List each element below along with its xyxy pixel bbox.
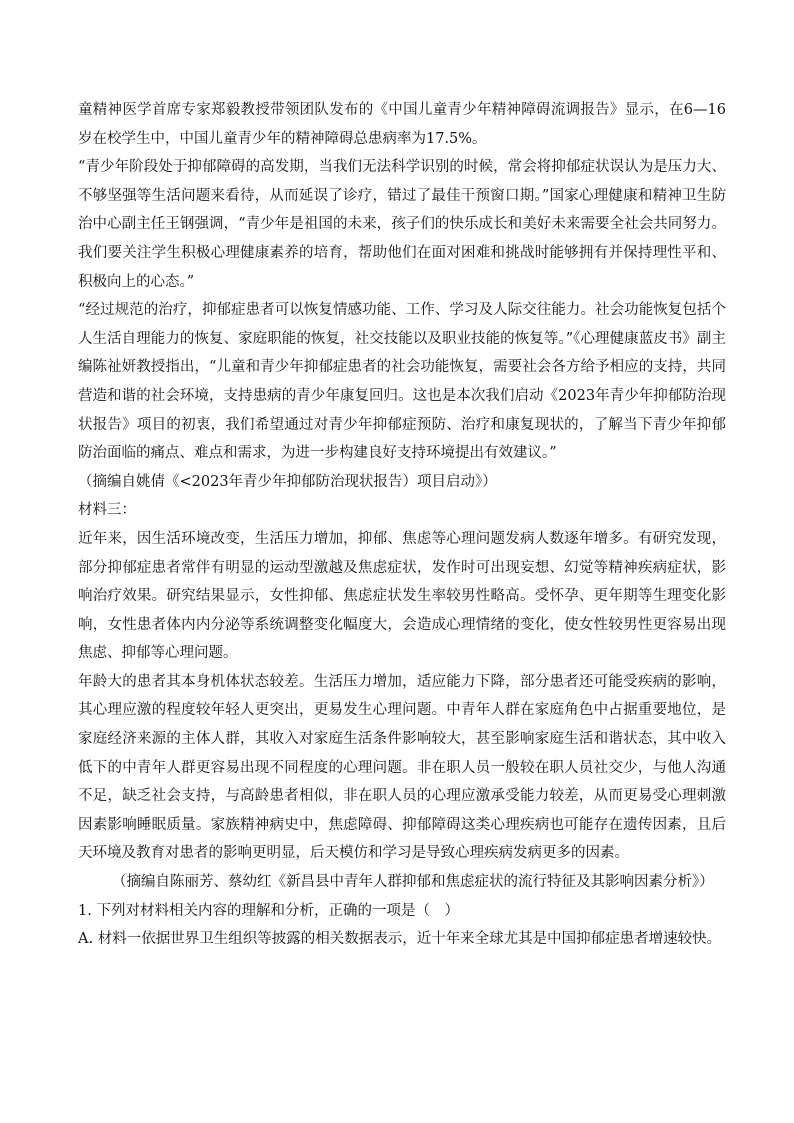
- material3-paragraph-1: 近年来，因生活环境改变，生活压力增加，抑郁、焦虑等心理问题发病人数逐年增多。有研究发现，部分抑郁症患者常伴有明显的运动型激越及焦虑症状，发作时可出现妄想、幻觉等精神疾病症状，影响治疗效果。研究结果显示，女性抑郁、焦虑症状发生率较男性略高。受怀孕、更年期等生理变化影响，女性患者体内内分泌等系统调整变化幅度大，会造成心理情绪的变化，使女性较男性更容易出现焦虑、抑郁等心理问题。: [78, 530, 726, 662]
- material2-paragraph-1: 童精神医学首席专家郑毅教授带领团队发布的《中国儿童青少年精神障碍流调报告》显示，在6—16岁在校学生中，中国儿童青少年的精神障碍总患病率为17.5%。: [78, 102, 726, 147]
- question-option-a: A. 材料一依据世界卫生组织等披露的相关数据表示，近十年来全球尤其是中国抑郁症患者增速较快。: [78, 931, 722, 948]
- material3-source: （摘编自陈丽芳、蔡幼红《新昌县中青年人群抑郁和焦虑症状的流行特征及其影响因素分析》）: [112, 874, 714, 891]
- material2-paragraph-2: “青少年阶段处于抑郁障碍的高发期，当我们无法科学识别的时候，常会将抑郁症状误认为是压力大、不够坚强等生活问题来看待，从而延误了诊疗，错过了最佳干预窗口期。”国家心理健康和精神卫生防治中心副主任王钢强调，“青少年是祖国的未来，孩子们的快乐成长和美好未来需要全社会共同努力。我们要关注学生积极心理健康素养的培育，帮助他们在面对困难和挑战时能够拥有并保持理性平和、积极向上的心态。”: [78, 159, 726, 290]
- question-stem: 1. 下列对材料相关内容的理解和分析，正确的一项是（ ）: [78, 902, 459, 919]
- material3-heading: 材料三：: [78, 502, 136, 519]
- material2-source: （摘编自姚倩《<2023年青少年抑郁防治现状报告）项目启动》）: [78, 473, 497, 490]
- material3-paragraph-2: 年龄大的患者其本身机体状态较差。生活压力增加，适应能力下降，部分患者还可能受疾病的影响，其心理应激的程度较年轻人更突出，更易发生心理问题。中青年人群在家庭角色中占据重要地位，是家庭经济来源的主体人群，其收入对家庭生活条件影响较大，甚至影响家庭生活和谐状态，其中收入低下的中青年人群更容易出现不同程度的心理问题。非在职人员一般较在职人员社交少，与他人沟通不足，缺乏社会支持，与高龄患者相似，非在职人员的心理应激承受能力较差，从而更易受心理刺激因素影响睡眠质量。家族精神病史中，焦虑障碍、抑郁障碍这类心理疾病也可能存在遗传因素，且后天环境及教育对患者的影响更明显，后天模仿和学习是导致心理疾病发病更多的因素。: [78, 673, 726, 862]
- material2-paragraph-3: “经过规范的治疗，抑郁症患者可以恢复情感功能、工作、学习及人际交往能力。社会功能恢复包括个人生活自理能力的恢复、家庭职能的恢复，社交技能以及职业技能的恢复等。”《心理健康蓝皮书》副主编陈祉妍教授指出，“儿童和青少年抑郁症患者的社会功能恢复，需要社会各方给予相应的支持，共同营造和谐的社会环境，支持患病的青少年康复回归。这也是本次我们启动《2023年青少年抑郁防治现状报告》项目的初衷，我们希望通过对青少年抑郁症预防、治疗和康复现状的，了解当下青少年抑郁防治面临的痛点、难点和需求，为进一步构建良好支持环境提出有效建议。”: [78, 302, 726, 462]
- document-page: [78, 96, 726, 954]
